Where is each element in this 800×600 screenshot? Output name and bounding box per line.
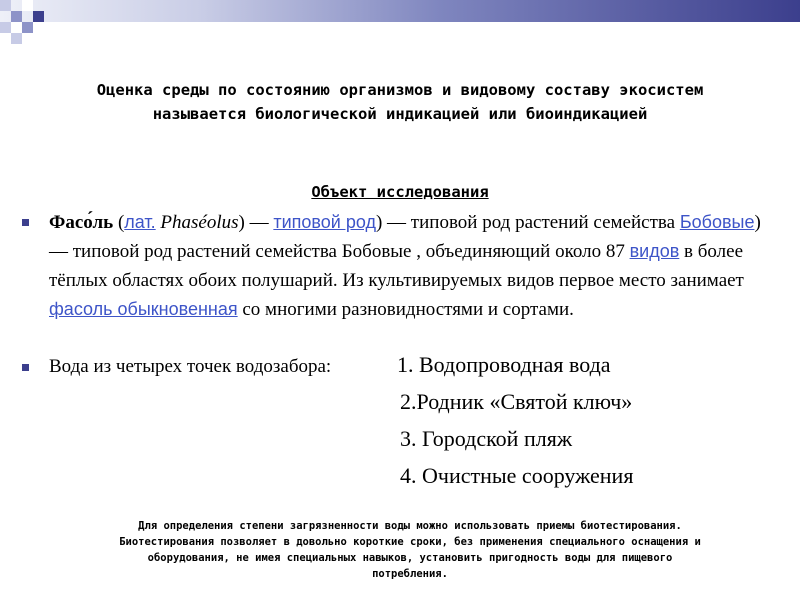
object-heading: Объект исследования — [311, 183, 489, 201]
header-square — [33, 11, 44, 22]
header-square — [0, 0, 11, 11]
term-bean: Фасо́ль — [49, 212, 114, 233]
water-point: 4. Очистные сооружения — [400, 463, 634, 488]
bean-description — [49, 208, 779, 324]
water-lead-text: Вода из четырех точек водозабора — [49, 356, 326, 377]
text-fragment: : — [325, 356, 332, 377]
link-species[interactable]: видов — [629, 241, 680, 261]
text-fragment: ) — — [238, 212, 274, 233]
water-point: 1. Водопроводная вода — [397, 352, 611, 377]
water-point: 3. Городской пляж — [400, 426, 573, 451]
footnote-line: потребления. — [372, 568, 448, 580]
link-common-bean[interactable]: фасоль обыкновенная — [49, 299, 238, 319]
footnote-line: Биотестирования позволяет в довольно короткие сроки, без применения специального оснащения и — [119, 536, 701, 548]
footnote — [40, 518, 780, 582]
latin-name: Phaséolus — [160, 212, 239, 233]
header-square — [22, 22, 33, 33]
text-fragment: со многими разновидностями и сортами. — [237, 299, 574, 320]
header-square — [0, 22, 11, 33]
water-point: 2.Родник «Святой ключ» — [400, 389, 633, 414]
header-square — [11, 11, 22, 22]
header-square — [11, 33, 22, 44]
link-typical-genus[interactable]: типовой род — [273, 212, 376, 232]
slide-title-line: называется биологической индикацией или биоиндикацией — [152, 105, 648, 123]
text-fragment: ) — типовой род растений семейства — [375, 212, 680, 233]
text-fragment: ( — [113, 212, 125, 233]
header-gradient-bar — [0, 0, 800, 22]
text-fragment: в более тёплых областях обоих полушарий. Из культивируемых видов первое место занимает — [49, 241, 744, 291]
text-fragment: ) — типовой род растений семейства Бобовые , объединяющий около 87 — [49, 212, 761, 262]
link-lat[interactable]: лат. — [124, 212, 156, 232]
slide-title-line: Оценка среды по состоянию организмов и видовому составу экосистем — [96, 81, 704, 99]
header-square — [22, 0, 33, 11]
bullet-square-icon — [22, 364, 29, 371]
slide-title — [20, 78, 780, 126]
link-legumes[interactable]: Бобовые — [679, 212, 755, 232]
bullet-square-icon — [22, 219, 29, 226]
footnote-line: оборудования, не имея специальных навыков, установить пригодность воды для пищевого — [147, 552, 673, 564]
footnote-line: Для определения степени загрязненности воды можно использовать приемы биотестирования. — [138, 520, 682, 532]
